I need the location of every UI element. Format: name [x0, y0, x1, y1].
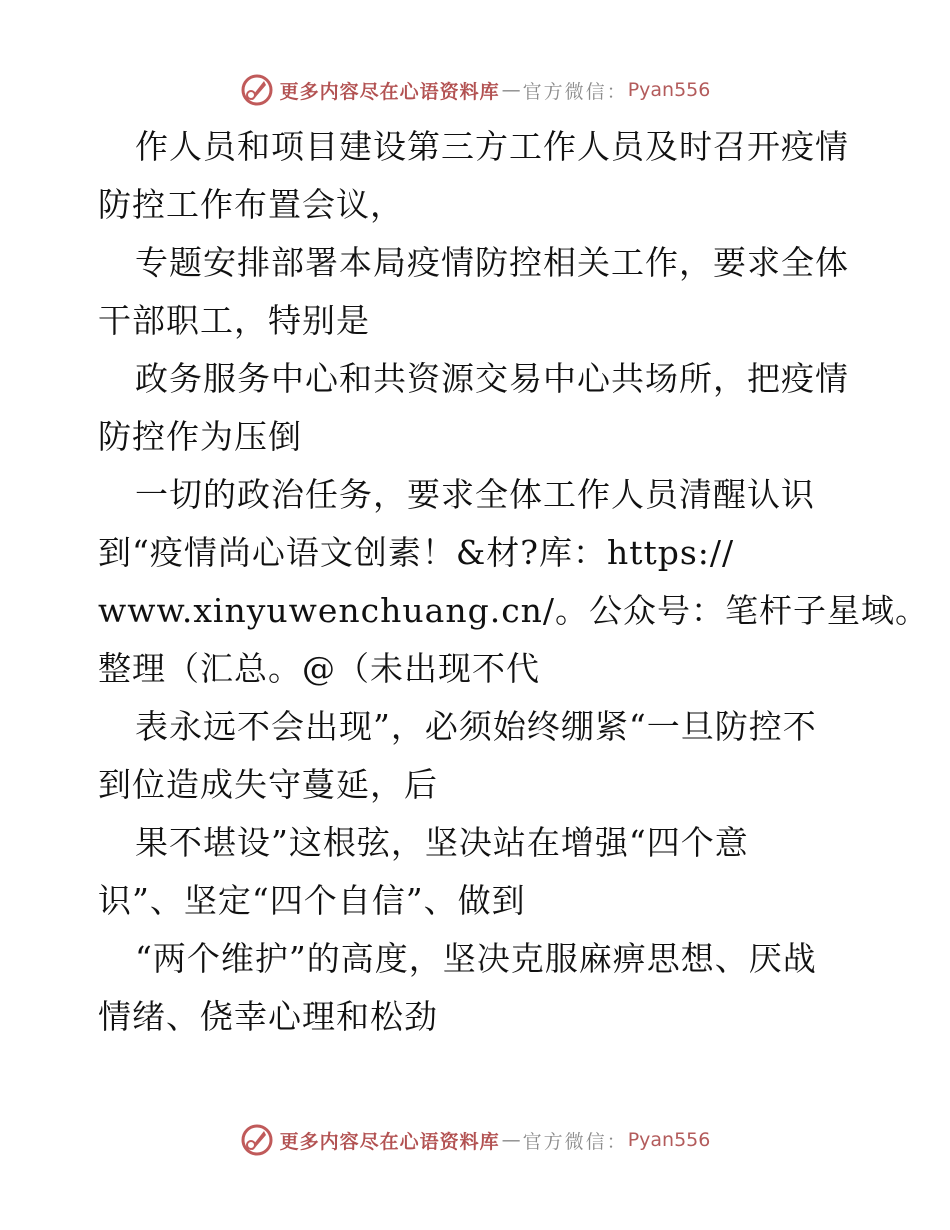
body-line: “两个维护”的高度，坚决克服麻痹思想、厌战 [135, 939, 817, 978]
banner-separator: — [501, 1129, 521, 1151]
header-watermark [0, 70, 950, 110]
body-line: 整理（汇总。@（未出现不代 [98, 649, 540, 688]
banner-account: Pyan556 [627, 79, 711, 101]
body-line: www.xinyuwenchuang.cn/。公众号：笔杆子星域。 [98, 591, 930, 630]
quill-logo-icon [240, 1123, 274, 1157]
body-line: 到“疫情尚心语文创素！&材?库：https:// [98, 533, 735, 572]
body-line: 到位造成失守蔓延，后 [98, 765, 438, 804]
quill-logo-icon [240, 73, 274, 107]
footer-watermark [0, 1120, 950, 1160]
body-line: 干部职工，特别是 [98, 301, 370, 340]
banner-brand: 更多内容尽在心语资料库 [279, 80, 500, 103]
document-body [98, 118, 930, 1046]
banner-account: Pyan556 [627, 1129, 711, 1151]
body-line: 识”、坚定“四个自信”、做到 [98, 881, 526, 920]
banner-brand: 更多内容尽在心语资料库 [279, 1130, 500, 1153]
body-line: 防控作为压倒 [98, 417, 302, 456]
body-line: 防控工作布置会议， [98, 185, 404, 224]
body-line: 一切的政治任务，要求全体工作人员清醒认识 [135, 475, 815, 514]
body-line: 表永远不会出现”，必须始终绷紧“一旦防控不 [135, 707, 817, 746]
body-line: 政务服务中心和共资源交易中心共场所，把疫情 [135, 359, 849, 398]
body-line: 情绪、侥幸心理和松劲 [98, 997, 438, 1036]
body-line: 专题安排部署本局疫情防控相关工作，要求全体 [135, 243, 849, 282]
body-line: 果不堪设”这根弦，坚决站在增强“四个意 [135, 823, 749, 862]
body-line: 作人员和项目建设第三方工作人员及时召开疫情 [135, 127, 849, 166]
banner-wechat-label: 官方微信： [522, 1130, 628, 1153]
banner-wechat-label: 官方微信： [522, 80, 628, 103]
banner-separator: — [501, 79, 521, 101]
